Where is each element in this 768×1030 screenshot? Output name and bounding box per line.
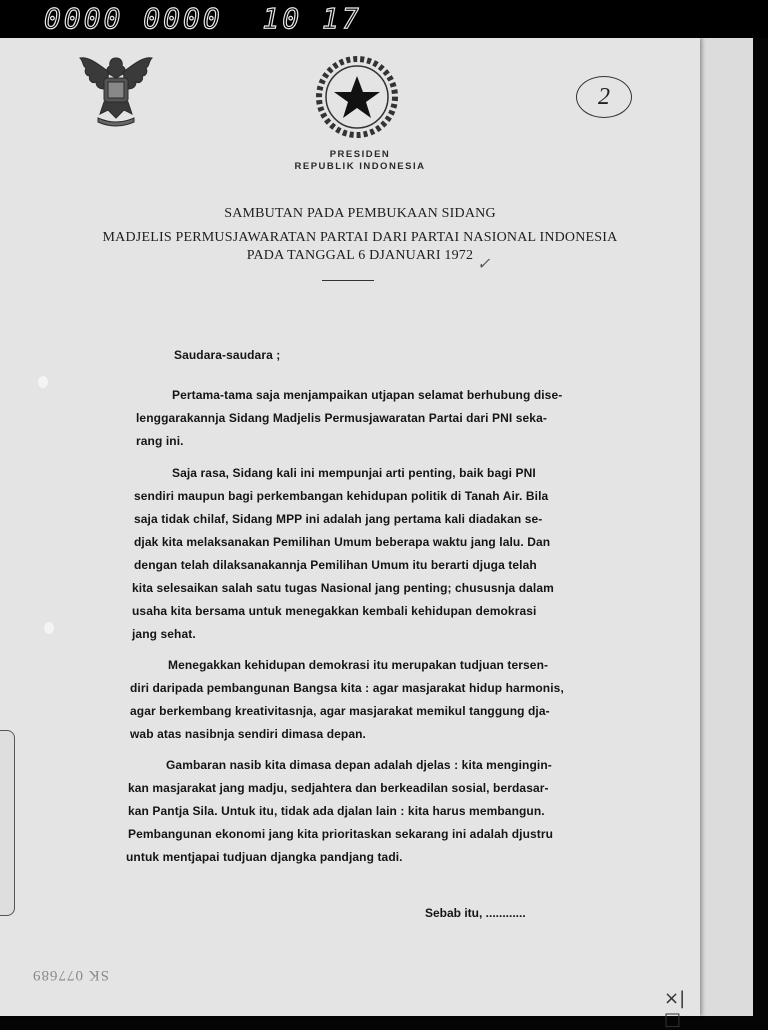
body-line: djak kita melaksanakan Pemilihan Umum beberapa waktu jang lalu. Dan — [134, 535, 551, 549]
body-line: Pertama-tama saja menjampaikan utjapan selamat berhubung dise- — [172, 388, 563, 402]
title-line-1: SAMBUTAN PADA PEMBUKAAN SIDANG — [224, 206, 496, 221]
body-line: jang sehat. — [132, 627, 196, 641]
body-line: Pembangunan ekonomi jang kita prioritaskan sekarang ini adalah djustru — [128, 827, 554, 841]
body-line: sendiri maupun bagi perkembangan kehidupan politik di Tanah Air. Bila — [134, 489, 549, 503]
binder-tab — [0, 730, 15, 916]
body-line: diri daripada pembangunan Bangsa kita : agar masjarakat hidup harmonis, — [130, 681, 564, 695]
body-line: untuk mentjapai tudjuan djangka pandjang tadi. — [126, 850, 403, 864]
body-line: wab atas nasibnja sendiri dimasa depan. — [130, 727, 366, 741]
body-line: agar berkembang kreativitasnja, agar masjarakat memikul tanggung dja- — [130, 704, 550, 718]
body-line: rang ini. — [136, 434, 184, 448]
body-line: usaha kita bersama untuk menegakkan kembali kehidupan demokrasi — [132, 604, 537, 618]
archive-code: SK 077689 — [32, 967, 109, 983]
body-line: kita selesaikan salah satu tugas Nasional jang penting; chususnja dalam — [132, 581, 554, 595]
salutation: Saudara-saudara ; — [174, 348, 281, 362]
body-line: Saja rasa, Sidang kali ini mempunjai arti penting, baik bagi PNI — [172, 466, 536, 480]
body-line: Menegakkan kehidupan demokrasi itu merupakan tudjuan tersen- — [168, 658, 549, 672]
film-header — [0, 0, 768, 38]
title-line-3: PADA TANGGAL 6 DJANUARI 1972 — [246, 248, 474, 263]
frame-number: 0000 0000 10 17 — [44, 2, 362, 35]
body-line: saja tidak chilaf, Sidang MPP ini adalah jang pertama kali diadakan se- — [134, 512, 543, 526]
closing-line: Sebab itu, ............ — [425, 906, 526, 920]
body-line: kan Pantja Sila. Untuk itu, tidak ada djalan lain : kita harus membangun. — [128, 804, 545, 818]
body-line: Gambaran nasib kita dimasa depan adalah djelas : kita mengingin- — [166, 758, 552, 772]
title-line-2: MADJELIS PERMUSJAWARATAN PARTAI DARI PARTAI NASIONAL INDONESIA — [102, 230, 618, 245]
office-line-1: PRESIDEN — [329, 149, 391, 160]
page-number: 2 — [576, 76, 632, 118]
scan-speck — [44, 622, 54, 634]
body-line: dengan telah dilaksanakannja Pemilihan Umum itu berarti djuga telah — [134, 558, 537, 572]
garuda-emblem-icon — [76, 48, 156, 130]
presidential-seal-icon — [314, 54, 400, 140]
scan-speck — [38, 376, 48, 388]
corner-marks: ×|□ — [664, 988, 686, 1030]
office-line-2: REPUBLIK INDONESIA — [294, 161, 426, 172]
document-page — [0, 38, 700, 1030]
check-mark-icon: ✓ — [477, 256, 491, 273]
title-divider — [322, 280, 374, 281]
body-line: kan masjarakat jang madju, sedjahtera dan berkeadilan sosial, berdasar- — [128, 781, 549, 795]
body-line: lenggarakannja Sidang Madjelis Permusjawaratan Partai dari PNI seka- — [136, 411, 547, 425]
